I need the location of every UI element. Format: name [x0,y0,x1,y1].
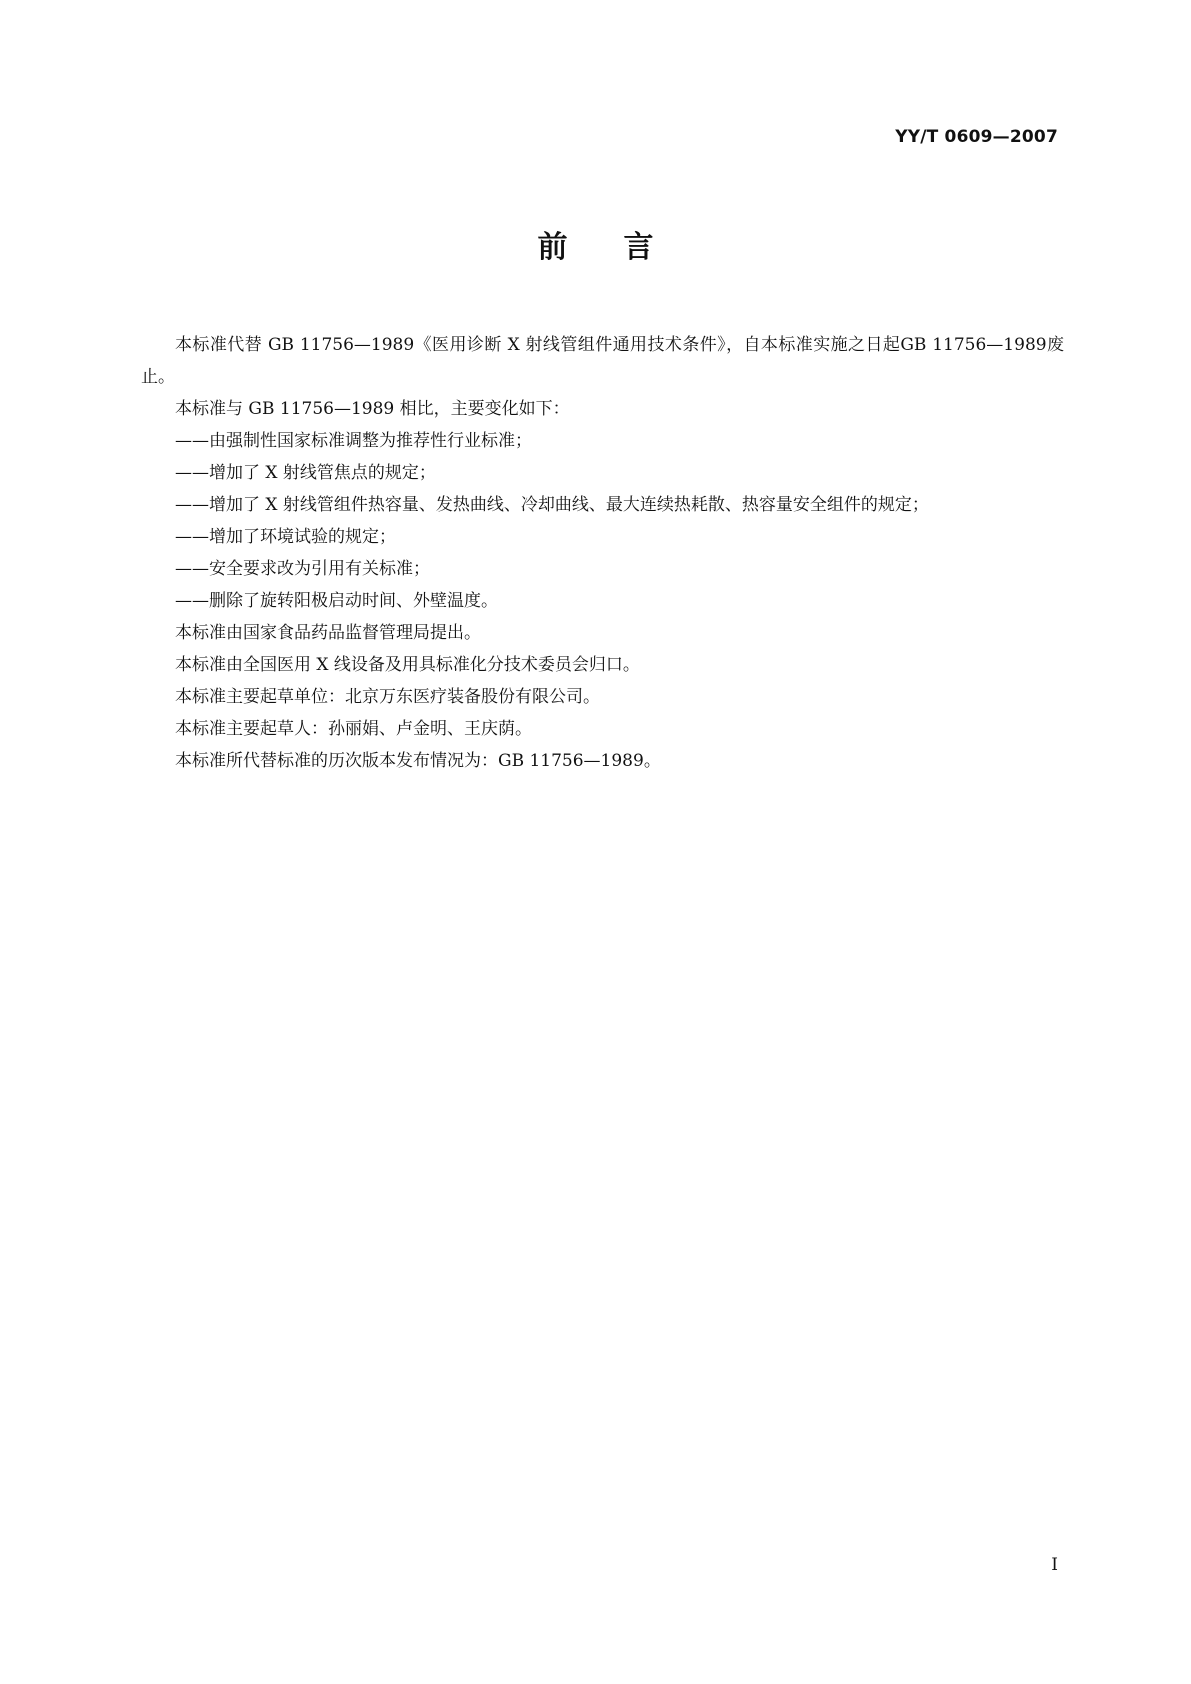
paragraph-proposer: 本标准由国家食品药品监督管理局提出。 [175,623,481,643]
title-char-2: 言 [623,230,654,265]
paragraph-changes-intro: 本标准与 GB 11756—1989 相比，主要变化如下： [175,399,570,419]
paragraph-drafters: 本标准主要起草人：孙丽娟、卢金明、王庆荫。 [175,719,532,739]
page-number: I [1051,1555,1058,1575]
list-item: ——增加了 X 射线管焦点的规定； [175,463,436,483]
paragraph-drafting-unit: 本标准主要起草单位：北京万东医疗装备股份有限公司。 [175,687,600,707]
title-char-1: 前 [537,230,568,265]
list-item: ——安全要求改为引用有关标准； [175,559,430,579]
standard-code: YY/T 0609—2007 [895,127,1058,147]
list-item: ——删除了旋转阳极启动时间、外壁温度。 [175,591,498,611]
list-item: ——由强制性国家标准调整为推荐性行业标准； [175,431,532,451]
list-item: ——增加了 X 射线管组件热容量、发热曲线、冷却曲线、最大连续热耗散、热容量安全组件的规定； [175,495,929,515]
paragraph-committee: 本标准由全国医用 X 线设备及用具标准化分技术委员会归口。 [175,655,640,675]
page-title [0,228,1191,268]
paragraph-replacement: 本标准代替 GB 11756—1989《医用诊断 X 射线管组件通用技术条件》，自本标准实施之日起GB 11756—1989废止。 [141,335,1064,387]
foreword-body [141,329,1064,777]
list-item: ——增加了环境试验的规定； [175,527,396,547]
paragraph-version-history: 本标准所代替标准的历次版本发布情况为：GB 11756—1989。 [175,751,661,771]
